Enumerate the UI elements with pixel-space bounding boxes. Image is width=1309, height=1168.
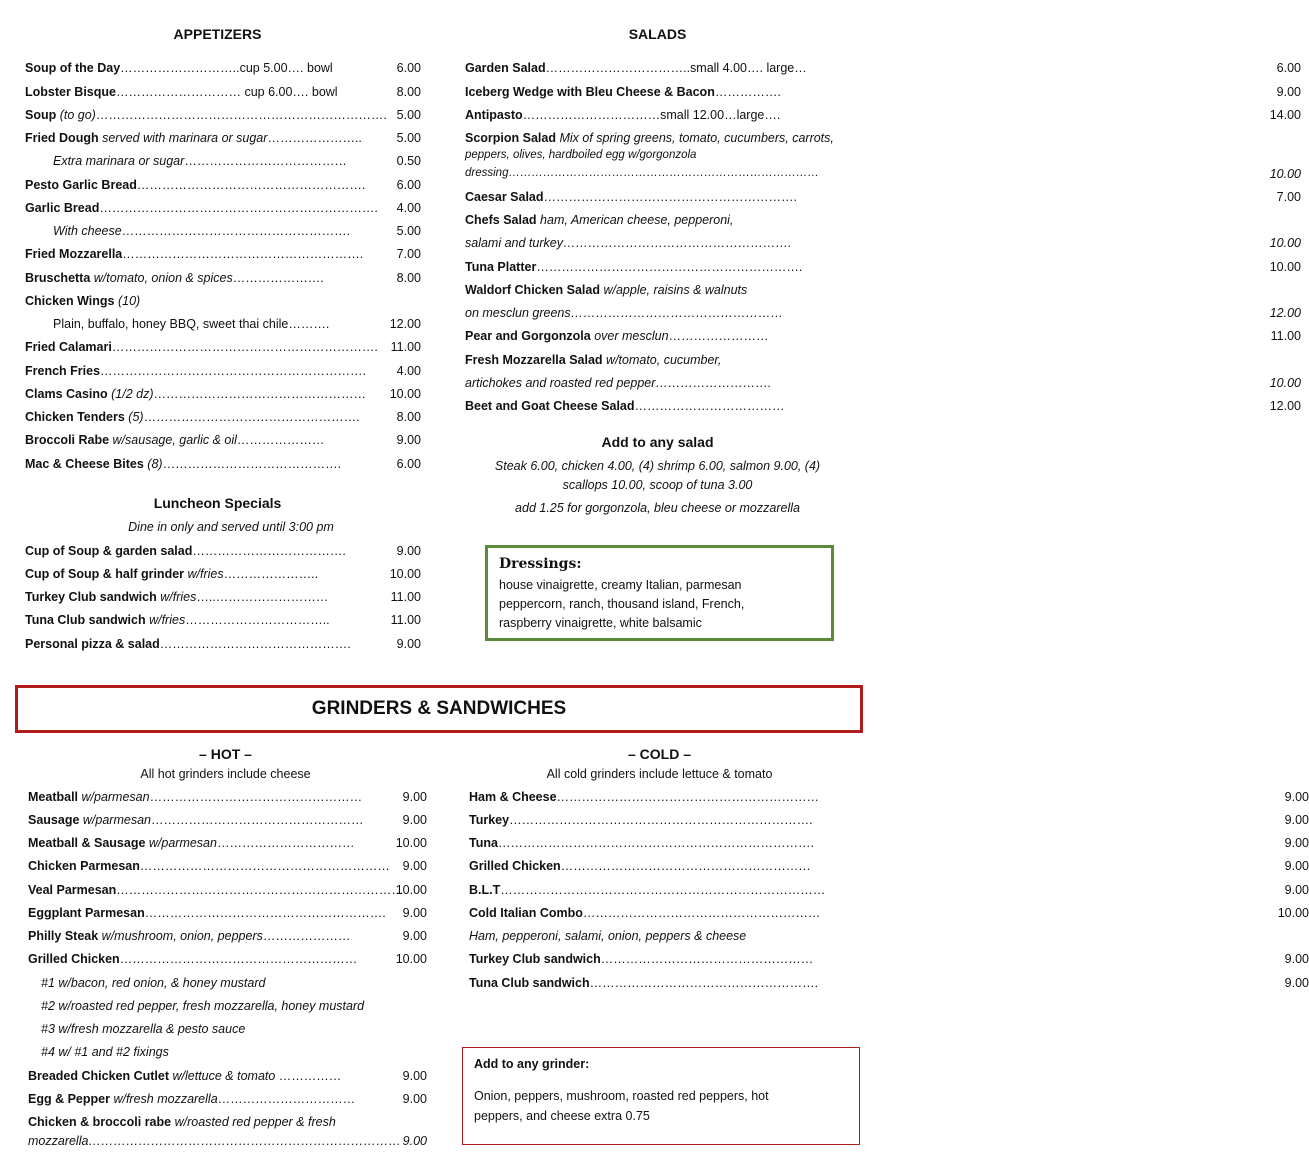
item-price: 14.00 (1269, 108, 1301, 122)
item-dots: …………………… (668, 329, 769, 343)
item-name: Turkey (469, 813, 510, 827)
item-desc: Plain, buffalo, honey BBQ, sweet thai chile (53, 317, 289, 331)
item-name: Fried Mozzarella (25, 247, 123, 261)
cold-subtitle: All cold grinders include lettuce & tomato (546, 767, 773, 781)
dressings-line2: peppercorn, ranch, thousand island, French, (499, 597, 745, 611)
grilled-option: #1 w/bacon, red onion, & honey mustard (41, 976, 266, 990)
item-price: 8.00 (396, 85, 421, 99)
add-grinder-line2: peppers, and cheese extra 0.75 (474, 1109, 650, 1123)
item-price: 11.00 (1270, 329, 1301, 343)
menu-item-line (25, 247, 363, 261)
item-name: Personal pizza & salad (25, 637, 160, 651)
item-price: 9.00 (402, 1134, 427, 1148)
item-price: 6.00 (396, 178, 421, 192)
item-dots: ……………………………… (634, 399, 785, 413)
item-dots: …………………………… (217, 1092, 356, 1106)
item-name: Pesto Garlic Bread (25, 178, 137, 192)
item-price: 10.00 (389, 387, 421, 401)
item-name: Pear and Gorgonzola (465, 329, 591, 343)
item-name: Eggplant Parmesan (28, 906, 145, 920)
menu-item (465, 131, 834, 145)
item-name: Philly Steak (28, 929, 99, 943)
item-dots: ……………………………small 12.00…large…. (522, 108, 781, 122)
menu-item-line (28, 883, 404, 897)
item-dots: ………………………………………. (159, 637, 351, 651)
menu-item-line (25, 637, 351, 651)
item-price: 7.00 (1276, 190, 1301, 204)
item-dots: ………………………………. (192, 544, 346, 558)
item-price: 9.00 (1284, 859, 1309, 873)
item-dots: ……………………………………………………… (556, 790, 820, 804)
item-name: Garlic Bread (25, 201, 100, 215)
item-dots: ………………………………………………………………. (509, 813, 813, 827)
grilled-option: #3 w/fresh mozzarella & pesto sauce (41, 1022, 246, 1036)
item-name: Broccoli Rabe (25, 433, 110, 447)
add-salad-title: Add to any salad (601, 434, 714, 450)
item-desc: w/parmesan (78, 790, 150, 804)
dressings-box (485, 545, 834, 641)
item-dots: ………………………………………………. (121, 224, 351, 238)
menu-item-line (53, 224, 350, 238)
item-dots: ………………………………………………… (582, 906, 821, 920)
item-name: Soup of the Day (25, 61, 121, 75)
item-desc: Extra marinara or sugar (53, 154, 185, 168)
item-price: 10.00 (1269, 376, 1301, 390)
item-name: Garden Salad (465, 61, 546, 75)
item-price: 9.00 (402, 813, 427, 827)
item-desc: w/fresh mozzarella (109, 1092, 218, 1106)
item-dots: …………………………………………… (149, 790, 363, 804)
item-dots: …………………. (232, 271, 324, 285)
item-price: 9.00 (1284, 976, 1309, 990)
item-dots: …………………………………………………………… (116, 883, 404, 897)
menu-item-line (53, 317, 329, 331)
item-price: 9.00 (1284, 883, 1309, 897)
item-dots: …………………………………………… (153, 387, 367, 401)
item-dots: …………………………………………………… (560, 859, 811, 873)
menu-item-line (28, 859, 390, 873)
menu-item-line (28, 813, 363, 827)
item-continued: salami and turkey………………………………………………. (465, 236, 792, 250)
menu-item-line (469, 906, 820, 920)
dressings-title: Dressings: (499, 556, 582, 572)
item-dots: …………………………….. (185, 613, 330, 627)
item-price: 6.00 (1276, 61, 1301, 75)
item-name: Tuna Club sandwich (25, 613, 146, 627)
item-price: 9.00 (402, 929, 427, 943)
item-dots: …………………………………………………………………. (497, 836, 814, 850)
item-desc: w/tomato, onion & spices (90, 271, 233, 285)
item-name: Chefs Salad (465, 213, 537, 227)
grilled-option: #2 w/roasted red pepper, fresh mozzarella, honey mustard (41, 999, 365, 1013)
item-dots: ………………………… cup 6.00…. bowl (116, 85, 338, 99)
item-dots: …………………………………………………. (144, 906, 386, 920)
item-desc: (5) (124, 410, 144, 424)
item-price: 8.00 (396, 271, 421, 285)
item-name: Chicken & broccoli rabe (28, 1115, 172, 1129)
item-name: Chicken Tenders (25, 410, 125, 424)
item-price: 4.00 (396, 364, 421, 378)
item-desc: w/parmesan (145, 836, 217, 850)
menu-item-line (465, 399, 785, 413)
item-price: 9.00 (402, 1069, 427, 1083)
item-price: 6.00 (396, 457, 421, 471)
add-grinder-line1: Onion, peppers, mushroom, roasted red peppers, hot (474, 1089, 769, 1103)
item-name: Soup (25, 108, 57, 122)
menu-item-line (465, 61, 807, 75)
item-name: Tuna (469, 836, 498, 850)
add-salad-line3: add 1.25 for gorgonzola, bleu cheese or mozzarella (515, 501, 800, 515)
item-name: Clams Casino (25, 387, 108, 401)
menu-item-line (25, 294, 140, 308)
item-dots: …………………………………………… (600, 952, 814, 966)
item-name: Tuna Platter (465, 260, 537, 274)
item-price: 11.00 (390, 613, 421, 627)
item-continued: mozzarella………………………………………………………………… (28, 1134, 401, 1148)
menu-item-line (469, 976, 818, 990)
menu-item-line (465, 260, 802, 274)
item-name: Ham & Cheese (469, 790, 557, 804)
item-name: Iceberg Wedge with Bleu Cheese & Bacon (465, 85, 715, 99)
item-name: Antipasto (465, 108, 523, 122)
item-name: Sausage (28, 813, 80, 827)
appetizers-title: APPETIZERS (173, 26, 262, 42)
item-price: 10.00 (1269, 167, 1301, 181)
item-name: Bruschetta (25, 271, 91, 285)
item-desc: w/parmesan (79, 813, 151, 827)
item-price: 12.00 (1269, 306, 1301, 320)
item-name: Fried Calamari (25, 340, 112, 354)
item-name: B.L.T (469, 883, 501, 897)
item-name: Meatball (28, 790, 79, 804)
item-dots: ………………… (236, 433, 325, 447)
menu-item-line (465, 108, 780, 122)
menu-item-line (25, 201, 378, 215)
item-name: Chicken Parmesan (28, 859, 140, 873)
item-name: Cup of Soup & half grinder (25, 567, 185, 581)
item-dots: ………………….. (223, 567, 319, 581)
item-price: 11.00 (390, 340, 421, 354)
item-price: 7.00 (396, 247, 421, 261)
item-name: Chicken Wings (25, 294, 115, 308)
menu-item (465, 213, 733, 227)
item-desc: w/apple, raisins & walnuts (599, 283, 748, 297)
item-desc: over mesclun (590, 329, 669, 343)
item-dots: ………………………………………………… (119, 952, 358, 966)
item-price: 9.00 (1284, 790, 1309, 804)
item-price: 10.00 (1269, 260, 1301, 274)
item-desc: w/roasted red pepper & fresh (171, 1115, 336, 1129)
item-price: 10.00 (389, 567, 421, 581)
item-desc: (to go) (56, 108, 96, 122)
menu-item-line (28, 836, 354, 850)
item-dots: ………………… (262, 929, 351, 943)
item-desc: (1/2 dz) (107, 387, 154, 401)
menu-item (28, 1115, 336, 1129)
combo-description: Ham, pepperoni, salami, onion, peppers & cheese (469, 929, 747, 943)
menu-item-line (25, 108, 387, 122)
item-name: Turkey Club sandwich (25, 590, 157, 604)
item-name: Fried Dough (25, 131, 99, 145)
menu-item-line (53, 154, 347, 168)
item-dots: ………………………………………………. (136, 178, 366, 192)
item-desc: w/lettuce & tomato (169, 1069, 276, 1083)
grilled-option: #4 w/ #1 and #2 fixings (41, 1045, 169, 1059)
item-price: 9.00 (1284, 836, 1309, 850)
item-desc: w/tomato, cucumber, (602, 353, 722, 367)
menu-item-line (28, 1069, 341, 1083)
item-dots: ………………………………… (184, 154, 347, 168)
menu-item (465, 283, 747, 297)
item-desc: w/mushroom, onion, peppers (98, 929, 263, 943)
item-price: 9.00 (1276, 85, 1301, 99)
menu-item-line (25, 544, 346, 558)
luncheon-title: Luncheon Specials (153, 495, 282, 511)
item-dots: ……………………………………. (162, 457, 342, 471)
salads-title: SALADS (628, 26, 687, 42)
item-name: Fresh Mozzarella Salad (465, 353, 603, 367)
menu-item-line (25, 131, 362, 145)
item-name: Cold Italian Combo (469, 906, 583, 920)
item-price: 10.00 (1277, 906, 1309, 920)
item-name: Cup of Soup & garden salad (25, 544, 193, 558)
item-desc: w/sausage, garlic & oil (109, 433, 237, 447)
item-desc: w/fries (184, 567, 224, 581)
item-desc: w/fries (145, 613, 186, 627)
menu-item-line (465, 85, 781, 99)
item-dots: …………………………………………………… (139, 859, 390, 873)
item-dots: ………………………………………………………. (536, 260, 803, 274)
item-name: Veal Parmesan (28, 883, 117, 897)
item-name: Beet and Goat Cheese Salad (465, 399, 635, 413)
item-name: Egg & Pepper (28, 1092, 110, 1106)
item-desc: w/fries (156, 590, 197, 604)
item-name: Grilled Chicken (28, 952, 120, 966)
item-price: 9.00 (402, 859, 427, 873)
item-dots: ……………………………………………………………. (95, 108, 387, 122)
menu-item-line (465, 190, 797, 204)
item-price: 9.00 (402, 906, 427, 920)
item-price: 8.00 (396, 410, 421, 424)
hot-title: – HOT – (199, 746, 252, 762)
item-dots: ………………………………………………. (589, 976, 819, 990)
item-dots: ………………….. (267, 131, 362, 145)
item-price: 9.00 (1284, 952, 1309, 966)
menu-item-line (25, 340, 378, 354)
grinders-title: GRINDERS & SANDWICHES (311, 698, 567, 719)
item-name: Waldorf Chicken Salad (465, 283, 600, 297)
item-name: Tuna Club sandwich (469, 976, 590, 990)
menu-item-line (28, 1092, 355, 1106)
menu-item-line (25, 613, 330, 627)
cold-title: – COLD – (627, 746, 691, 762)
item-price: 12.00 (389, 317, 421, 331)
item-desc: ham, American cheese, pepperoni, (536, 213, 734, 227)
add-salad-line1: Steak 6.00, chicken 4.00, (4) shrimp 6.00, salmon 9.00, (4) (494, 459, 821, 473)
item-dots: ……………………………………………. (143, 410, 360, 424)
menu-item-line (25, 567, 318, 581)
item-price: 6.00 (396, 61, 421, 75)
item-name: Breaded Chicken Cutlet (28, 1069, 170, 1083)
item-price: 9.00 (1284, 813, 1309, 827)
item-dots: …………………………………………… (150, 813, 364, 827)
menu-item-line (25, 387, 366, 401)
item-dots: ……………. (714, 85, 781, 99)
item-dots: …………… (275, 1069, 342, 1083)
item-dots: ………………………………………………………. (111, 340, 378, 354)
item-price: 4.00 (396, 201, 421, 215)
menu-item-line (469, 859, 811, 873)
menu-item-line (25, 85, 338, 99)
item-name: Grilled Chicken (469, 859, 561, 873)
item-continued: on mesclun greens…………………………………………… (465, 306, 784, 320)
add-salad-line2: scallops 10.00, scoop of tuna 3.00 (562, 478, 753, 492)
menu-item (465, 353, 721, 367)
item-price: 9.00 (402, 1092, 427, 1106)
item-price: 12.00 (1269, 399, 1301, 413)
item-desc: Mix of spring greens, tomato, cucumbers, carrots, (556, 131, 834, 145)
menu-item-line (469, 952, 813, 966)
item-price: 11.00 (390, 590, 421, 604)
item-desc: (10) (114, 294, 141, 308)
item-dots: ………………………………………………………. (100, 364, 367, 378)
item-price: 10.00 (1269, 236, 1301, 250)
menu-item-line (25, 271, 324, 285)
item-dots: ……………………………………………………. (543, 190, 798, 204)
item-dots: ………………………..cup 5.00…. bowl (120, 61, 333, 75)
menu-item-line (28, 952, 357, 966)
item-price: 5.00 (396, 224, 421, 238)
item-dots: …………………………… (216, 836, 355, 850)
menu-item-line (469, 813, 813, 827)
menu-item-line (25, 178, 365, 192)
menu-item-line (25, 433, 324, 447)
hot-subtitle: All hot grinders include cheese (140, 767, 311, 781)
item-name: Mac & Cheese Bites (25, 457, 144, 471)
item-name: French Fries (25, 364, 101, 378)
item-name: Turkey Club sandwich (469, 952, 601, 966)
item-price: 10.00 (395, 952, 427, 966)
item-continued: dressing……………………………………………………………………… (465, 167, 819, 179)
grinders-banner (15, 685, 863, 733)
item-dots: ……………………………..small 4.00…. large… (545, 61, 807, 75)
dressings-line1: house vinaigrette, creamy Italian, parmesan (499, 578, 742, 592)
menu-item-line (25, 61, 333, 75)
item-name: Caesar Salad (465, 190, 544, 204)
menu-item-line (28, 929, 350, 943)
item-continued: artichokes and roasted red pepper………………………. (465, 376, 772, 390)
item-price: 9.00 (402, 790, 427, 804)
menu-item-line (28, 790, 362, 804)
menu-item-line (25, 590, 328, 604)
item-dots: …..……………………… (196, 590, 329, 604)
add-grinder-box (462, 1047, 860, 1145)
item-price: 9.00 (396, 433, 421, 447)
item-name: Lobster Bisque (25, 85, 116, 99)
item-desc: served with marinara or sugar (98, 131, 268, 145)
item-price: 10.00 (395, 836, 427, 850)
add-grinder-title: Add to any grinder: (474, 1057, 590, 1071)
item-dots: …………………………………………………. (122, 247, 364, 261)
dressings-line3: raspberry vinaigrette, white balsamic (499, 616, 702, 630)
item-price: 0.50 (396, 154, 421, 168)
menu-item-line (25, 364, 366, 378)
menu-item-line (25, 457, 341, 471)
item-price: 10.00 (395, 883, 427, 897)
luncheon-subtitle: Dine in only and served until 3:00 pm (128, 520, 334, 534)
item-name: Meatball & Sausage (28, 836, 146, 850)
item-dots: …………………………………………………………………… (500, 883, 826, 897)
item-desc: With cheese (53, 224, 122, 238)
menu-item-line (465, 329, 769, 343)
item-price: 9.00 (396, 637, 421, 651)
item-dots: ………. (288, 317, 330, 331)
menu-item-line (469, 883, 825, 897)
item-price: 5.00 (396, 108, 421, 122)
item-dots: …………………………………………………………. (99, 201, 378, 215)
item-price: 9.00 (396, 544, 421, 558)
menu-item-line (469, 836, 814, 850)
item-price: 5.00 (396, 131, 421, 145)
menu-item-line (25, 410, 360, 424)
menu-item-line (28, 906, 386, 920)
item-continued: peppers, olives, hardboiled egg w/gorgonzola (465, 149, 697, 161)
menu-item-line (469, 790, 819, 804)
item-name: Scorpion Salad (465, 131, 556, 145)
item-desc: (8) (143, 457, 163, 471)
